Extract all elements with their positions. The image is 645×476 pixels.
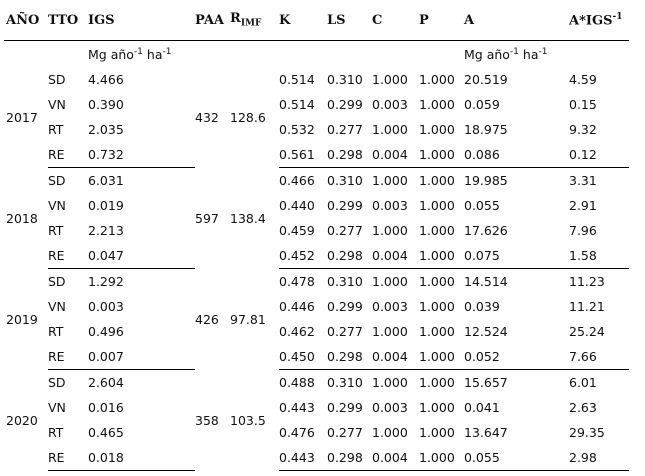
ls-cell: 0.277 (327, 324, 363, 339)
ls-cell: 0.298 (327, 243, 372, 269)
aigs-cell: 1.58 (569, 243, 629, 269)
aigs-cell: 11.21 (569, 299, 605, 314)
igs-cell: 0.019 (88, 198, 124, 213)
p-cell: 1.000 (419, 173, 455, 188)
a-cell: 19.985 (464, 173, 508, 188)
aigs-cell: 29.35 (569, 425, 605, 440)
a-units (464, 41, 569, 68)
a-cell: 0.055 (464, 198, 500, 213)
a-cell: 0.086 (464, 142, 569, 168)
aigs-cell: 4.59 (569, 72, 597, 87)
tto-cell: VN (48, 198, 66, 213)
igs-cell: 4.466 (88, 72, 124, 87)
ls-cell: 0.298 (327, 445, 372, 471)
header-rimf (230, 0, 279, 41)
p-cell: 1.000 (419, 344, 464, 370)
c-cell: 0.003 (372, 299, 408, 314)
ls-cell: 0.310 (327, 375, 363, 390)
c-cell: 1.000 (372, 324, 408, 339)
ls-cell: 0.299 (327, 97, 363, 112)
aigs-cell: 3.31 (569, 173, 597, 188)
aigs-cell: 7.66 (569, 344, 629, 370)
tto-cell: RE (48, 142, 88, 168)
table-row (4, 243, 629, 269)
header-paa: PAA (195, 0, 230, 41)
rimf-cell: 128.6 (230, 109, 266, 125)
c-cell: 1.000 (372, 122, 408, 137)
paa-cell: 358 (195, 412, 219, 428)
c-cell: 0.004 (372, 344, 419, 370)
k-cell: 0.446 (279, 299, 315, 314)
year-cell: 2017 (6, 109, 38, 125)
k-cell: 0.488 (279, 375, 315, 390)
year-cell: 2020 (6, 412, 38, 428)
k-cell: 0.462 (279, 324, 315, 339)
header-rimf-sub: IMF (240, 18, 262, 29)
igs-cell: 0.496 (88, 324, 124, 339)
a-cell: 0.052 (464, 344, 569, 370)
header-aigs-main: A*IGS (569, 13, 613, 29)
c-cell: 1.000 (372, 375, 408, 390)
tto-cell: SD (48, 173, 66, 188)
aigs-cell: 11.23 (569, 274, 605, 289)
usle-results-table (4, 0, 629, 471)
tto-cell: RE (48, 243, 88, 269)
a-units-text: Mg año (464, 46, 510, 62)
header-ls: LS (327, 0, 372, 41)
year-cell: 2018 (6, 210, 38, 226)
aigs-cell: 9.32 (569, 122, 597, 137)
table-row (4, 420, 629, 445)
igs-units-text2: ha (142, 46, 163, 62)
a-cell: 13.647 (464, 425, 508, 440)
header-aigs (569, 0, 629, 41)
k-cell: 0.532 (279, 122, 315, 137)
igs-cell: 2.213 (88, 223, 124, 238)
ls-cell: 0.298 (327, 344, 372, 370)
tto-cell: SD (48, 72, 66, 87)
k-cell: 0.561 (279, 142, 327, 168)
table-row (4, 92, 629, 117)
p-cell: 1.000 (419, 198, 455, 213)
a-cell: 0.075 (464, 243, 569, 269)
k-cell: 0.443 (279, 445, 327, 471)
p-cell: 1.000 (419, 274, 455, 289)
ls-cell: 0.299 (327, 299, 363, 314)
c-cell: 1.000 (372, 223, 408, 238)
a-cell: 20.519 (464, 72, 508, 87)
paa-cell: 432 (195, 109, 219, 125)
igs-cell: 2.604 (88, 375, 124, 390)
p-cell: 1.000 (419, 97, 455, 112)
table-body (4, 41, 629, 471)
ls-cell: 0.310 (327, 72, 363, 87)
ls-cell: 0.310 (327, 274, 363, 289)
c-cell: 0.003 (372, 97, 408, 112)
table-row (4, 117, 629, 142)
igs-cell: 2.035 (88, 122, 124, 137)
a-units-text2: ha (518, 46, 539, 62)
igs-cell: 0.003 (88, 299, 124, 314)
header-aigs-sup: -1 (612, 11, 623, 22)
p-cell: 1.000 (419, 223, 455, 238)
header-p: P (419, 0, 464, 41)
header-k: K (279, 0, 327, 41)
rimf-cell: 103.5 (230, 412, 266, 428)
igs-cell: 0.465 (88, 425, 124, 440)
table-row (4, 344, 629, 370)
tto-cell: VN (48, 400, 66, 415)
igs-cell: 6.031 (88, 173, 124, 188)
c-cell: 0.003 (372, 400, 408, 415)
c-cell: 0.003 (372, 198, 408, 213)
table-header (4, 0, 629, 41)
aigs-cell: 2.63 (569, 400, 597, 415)
igs-cell: 0.732 (88, 142, 195, 168)
k-cell: 0.478 (279, 274, 315, 289)
k-cell: 0.443 (279, 400, 315, 415)
a-units-sup: -1 (509, 46, 519, 57)
paa-cell: 426 (195, 311, 219, 327)
tto-cell: VN (48, 299, 66, 314)
aigs-cell: 7.96 (569, 223, 597, 238)
header-igs: IGS (88, 0, 195, 41)
tto-cell: RE (48, 344, 88, 370)
k-cell: 0.466 (279, 173, 315, 188)
igs-cell: 0.390 (88, 97, 124, 112)
a-cell: 14.514 (464, 274, 508, 289)
igs-units (88, 41, 195, 68)
header-rimf-main: R (230, 11, 241, 27)
a-cell: 0.055 (464, 445, 569, 471)
k-cell: 0.459 (279, 223, 315, 238)
p-cell: 1.000 (419, 445, 464, 471)
ls-cell: 0.310 (327, 173, 363, 188)
header-ano: AÑO (4, 0, 48, 41)
table-row (4, 370, 629, 396)
tto-cell: RT (48, 122, 64, 137)
igs-cell: 0.016 (88, 400, 124, 415)
p-cell: 1.000 (419, 324, 455, 339)
igs-cell: 0.007 (88, 344, 195, 370)
tto-cell: RT (48, 425, 64, 440)
aigs-cell: 25.24 (569, 324, 605, 339)
header-tto: TTO (48, 0, 88, 41)
k-cell: 0.514 (279, 72, 315, 87)
igs-units-text: Mg año (88, 46, 134, 62)
table-row (4, 218, 629, 243)
p-cell: 1.000 (419, 299, 455, 314)
a-cell: 12.524 (464, 324, 508, 339)
tto-cell: RE (48, 445, 88, 471)
p-cell: 1.000 (419, 400, 455, 415)
rimf-cell: 138.4 (230, 210, 266, 226)
tto-cell: VN (48, 97, 66, 112)
table-row (4, 67, 629, 92)
table-row (4, 142, 629, 168)
a-cell: 0.039 (464, 299, 500, 314)
p-cell: 1.000 (419, 142, 464, 168)
aigs-cell: 0.15 (569, 97, 597, 112)
year-cell: 2019 (6, 311, 38, 327)
aigs-cell: 6.01 (569, 375, 597, 390)
table-row (4, 319, 629, 344)
a-cell: 15.657 (464, 375, 508, 390)
ls-cell: 0.299 (327, 198, 363, 213)
a-cell: 17.626 (464, 223, 508, 238)
ls-cell: 0.277 (327, 425, 363, 440)
k-cell: 0.476 (279, 425, 315, 440)
paa-cell: 597 (195, 210, 219, 226)
aigs-cell: 0.12 (569, 142, 629, 168)
igs-cell: 0.047 (88, 243, 195, 269)
header-c: C (372, 0, 419, 41)
ls-cell: 0.298 (327, 142, 372, 168)
p-cell: 1.000 (419, 122, 455, 137)
k-cell: 0.452 (279, 243, 327, 269)
rimf-cell: 97.81 (230, 311, 266, 327)
aigs-cell: 2.91 (569, 198, 597, 213)
table-row (4, 294, 629, 319)
table-row (4, 168, 629, 194)
igs-units-sup: -1 (133, 46, 143, 57)
ls-cell: 0.277 (327, 223, 363, 238)
c-cell: 1.000 (372, 425, 408, 440)
a-cell: 0.041 (464, 400, 500, 415)
tto-cell: SD (48, 274, 66, 289)
tto-cell: RT (48, 324, 64, 339)
table-row (4, 395, 629, 420)
a-cell: 0.059 (464, 97, 500, 112)
tto-cell: SD (48, 375, 66, 390)
c-cell: 1.000 (372, 173, 408, 188)
c-cell: 0.004 (372, 445, 419, 471)
p-cell: 1.000 (419, 72, 455, 87)
ls-cell: 0.277 (327, 122, 363, 137)
k-cell: 0.440 (279, 198, 315, 213)
table-row (4, 193, 629, 218)
k-cell: 0.450 (279, 344, 327, 370)
header-a: A (464, 0, 569, 41)
c-cell: 0.004 (372, 243, 419, 269)
igs-units-sup2: -1 (162, 46, 172, 57)
p-cell: 1.000 (419, 243, 464, 269)
c-cell: 1.000 (372, 274, 408, 289)
aigs-cell: 2.98 (569, 445, 629, 471)
c-cell: 1.000 (372, 72, 408, 87)
igs-cell: 1.292 (88, 274, 124, 289)
table-row (4, 269, 629, 295)
igs-cell: 0.018 (88, 445, 195, 471)
p-cell: 1.000 (419, 375, 455, 390)
tto-cell: RT (48, 223, 64, 238)
c-cell: 0.004 (372, 142, 419, 168)
table-row (4, 445, 629, 471)
ls-cell: 0.299 (327, 400, 363, 415)
units-row (4, 41, 629, 68)
a-units-sup2: -1 (538, 46, 548, 57)
p-cell: 1.000 (419, 425, 455, 440)
k-cell: 0.514 (279, 97, 315, 112)
a-cell: 18.975 (464, 122, 508, 137)
